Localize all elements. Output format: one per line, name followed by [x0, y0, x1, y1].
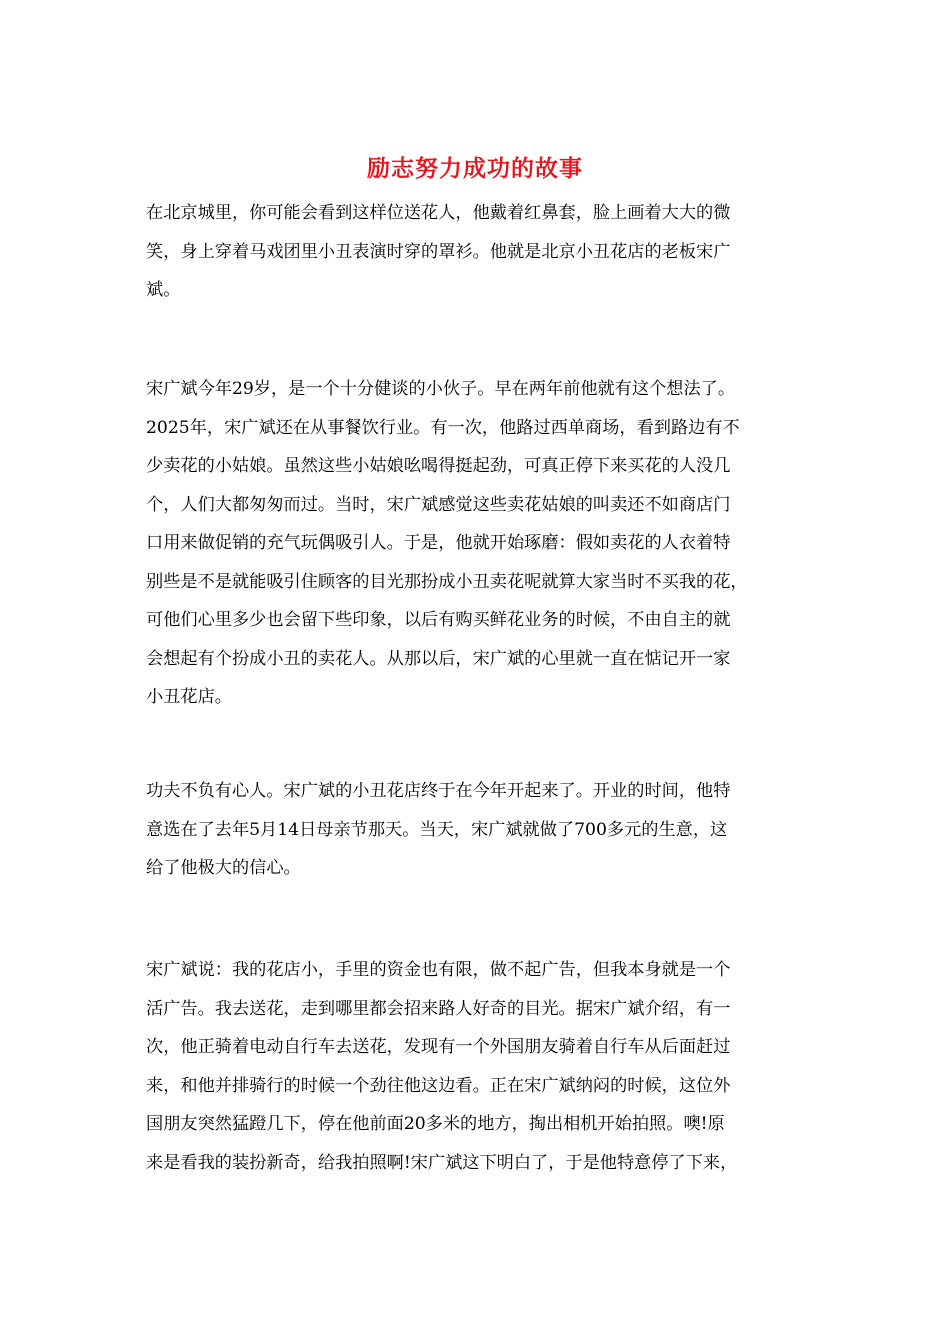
text-line: 给了他极大的信心。 — [146, 858, 301, 878]
text-line: 国朋友突然猛蹬几下，停在他前面20多米的地方，掏出相机开始拍照。噢!原 — [146, 1114, 725, 1134]
text-line: 功夫不负有心人。宋广斌的小丑花店终于在今年开起来了。开业的时间，他特 — [146, 781, 731, 801]
text-line: 宋广斌今年29岁，是一个十分健谈的小伙子。早在两年前他就有这个想法了。 — [146, 379, 736, 399]
text-line: 少卖花的小姑娘。虽然这些小姑娘吆喝得挺起劲，可真正停下来买花的人没几 — [146, 456, 731, 476]
text-line: 次，他正骑着电动自行车去送花，发现有一个外国朋友骑着自行车从后面赶过 — [146, 1037, 731, 1057]
text-line: 宋广斌说：我的花店小，手里的资金也有限，做不起广告，但我本身就是一个 — [146, 960, 731, 980]
text-line: 会想起有个扮成小丑的卖花人。从那以后，宋广斌的心里就一直在惦记开一家 — [146, 648, 731, 669]
document-title: 励志努力成功的故事 — [367, 155, 583, 182]
text-line: 活广告。我去送花，走到哪里都会招来路人好奇的目光。据宋广斌介绍，有一 — [146, 998, 731, 1019]
text-line: 斌。 — [146, 280, 181, 300]
text-line: 小丑花店。 — [146, 687, 232, 707]
text-line: 笑，身上穿着马戏团里小丑表演时穿的罩衫。他就是北京小丑花店的老板宋广 — [146, 241, 731, 262]
text-line: 口用来做促销的充气玩偶吸引人。于是，他就开始琢磨：假如卖花的人衣着特 — [146, 533, 731, 553]
paragraph-3 — [146, 772, 810, 888]
paragraph-2 — [146, 370, 810, 717]
text-line: 在北京城里，你可能会看到这样位送花人，他戴着红鼻套，脸上画着大大的微 — [146, 203, 731, 223]
text-line: 别些是不是就能吸引住顾客的目光那扮成小丑卖花呢就算大家当时不买我的花， — [146, 571, 748, 592]
text-line: 意选在了去年5月14日母亲节那天。当天，宋广斌就做了700多元的生意，这 — [146, 819, 728, 840]
text-line: 个，人们大都匆匆而过。当时，宋广斌感觉这些卖花姑娘的叫卖还不如商店门 — [146, 494, 731, 515]
text-line: 来，和他并排骑行的时候一个劲往他这边看。正在宋广斌纳闷的时候，这位外 — [146, 1075, 731, 1096]
paragraph-4 — [146, 951, 810, 1182]
text-line: 2025年，宋广斌还在从事餐饮行业。有一次，他路过西单商场，看到路边有不 — [146, 417, 740, 438]
paragraph-1 — [146, 194, 810, 310]
text-line: 来是看我的装扮新奇，给我拍照啊!宋广斌这下明白了，于是他特意停了下来， — [146, 1152, 738, 1173]
text-line: 可他们心里多少也会留下些印象，以后有购买鲜花业务的时候，不由自主的就 — [146, 610, 731, 630]
